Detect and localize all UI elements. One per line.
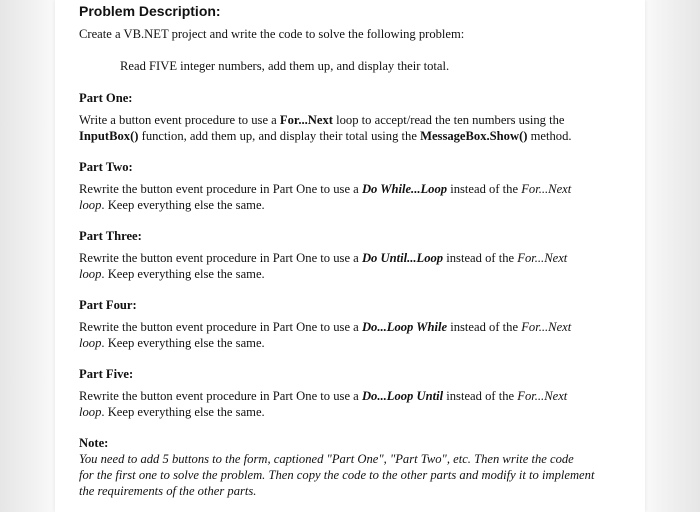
left-background [0, 0, 55, 512]
intro-text: Create a VB.NET project and write the code to solve the following problem: [79, 27, 465, 41]
document-page [55, 0, 645, 512]
part-four-heading: Part Four: [79, 298, 137, 312]
part-three-line-1: Rewrite the button event procedure in Part One to use a Do Until...Loop instead of the For...Next [79, 251, 568, 265]
note-line-2: for the first one to solve the problem. Then copy the code to the other parts and modify it to implement [79, 468, 595, 482]
part-two-line-2: loop. Keep everything else the same. [79, 198, 265, 212]
note-heading: Note: [79, 436, 109, 450]
part-five-line-1: Rewrite the button event procedure in Part One to use a Do...Loop Until instead of the For...Next [79, 389, 568, 403]
part-four-line-1: Rewrite the button event procedure in Part One to use a Do...Loop While instead of the For...Next [79, 320, 572, 334]
note-line-1: You need to add 5 buttons to the form, captioned "Part One", "Part Two", etc. Then write the code [79, 452, 574, 466]
part-one-line-1: Write a button event procedure to use a For...Next loop to accept/read the ten numbers using the [79, 113, 565, 127]
problem-title: Problem Description: [79, 3, 221, 19]
part-one-line-2: InputBox() function, add them up, and display their total using the MessageBox.Show() method. [79, 129, 572, 143]
part-five-line-2: loop. Keep everything else the same. [79, 405, 265, 419]
part-two-line-1: Rewrite the button event procedure in Part One to use a Do While...Loop instead of the For...Next [79, 182, 572, 196]
part-three-line-2: loop. Keep everything else the same. [79, 267, 265, 281]
note-line-3: the requirements of the other parts. [79, 484, 257, 498]
task-text: Read FIVE integer numbers, add them up, and display their total. [120, 59, 450, 73]
part-three-heading: Part Three: [79, 229, 142, 243]
right-background [645, 0, 700, 512]
part-four-line-2: loop. Keep everything else the same. [79, 336, 265, 350]
part-five-heading: Part Five: [79, 367, 134, 381]
part-one-heading: Part One: [79, 91, 133, 105]
part-two-heading: Part Two: [79, 160, 133, 174]
